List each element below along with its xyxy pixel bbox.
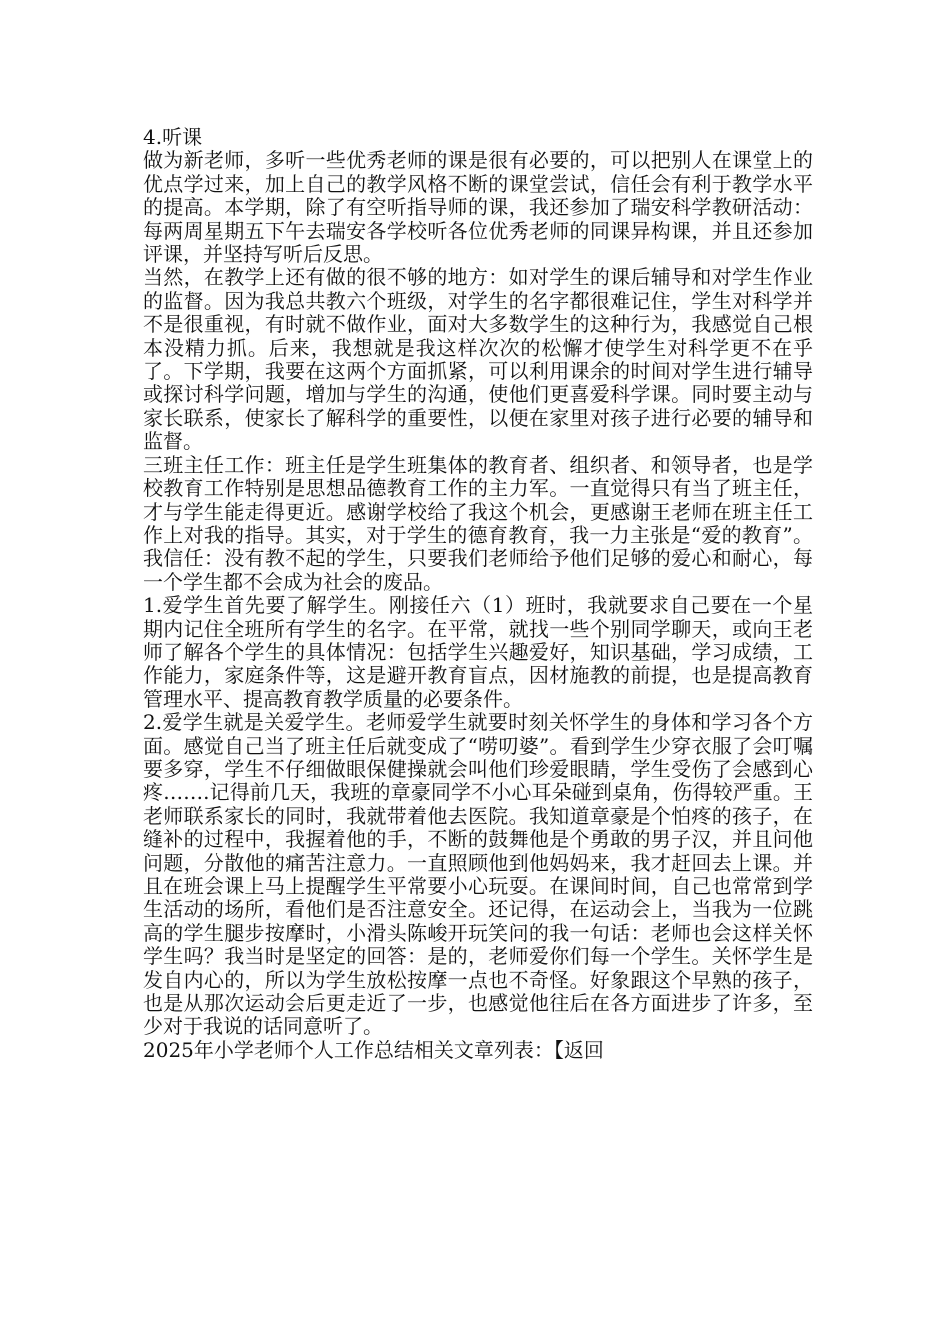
return-link[interactable]: 【返回	[553, 1037, 604, 1062]
section-heading: 4.听课	[143, 125, 203, 149]
related-articles-text: 2025年小学老师个人工作总结相关文章列表：	[143, 1037, 554, 1062]
related-articles-line	[143, 1039, 813, 1062]
paragraph-understand-students: 1.爱学生首先要了解学生。刚接任六（1）班时，我就要求自己要在一个星期内记住全班所有学生的名字。在平常，就找一些个别同学聊天，或向王老师了解各个学生的具体情况：包括学生兴趣爱好，知识基础，学习成绩，工作能力，家庭条件等，这是避开教育盲点，因材施教的前提，也是提高教育管理水平、提高教育教学质量的必要条件。	[143, 593, 813, 711]
paragraph-listening: 做为新老师，多听一些优秀老师的课是很有必要的，可以把别人在课堂上的优点学过来，加上自己的教学风格不断的课堂尝试，信任会有利于教学水平的提高。本学期，除了有空听指导师的课，我还参加了瑞安科学教研活动：每两周星期五下午去瑞安各学校听各位优秀老师的同课异构课，并且还参加评课，并坚持写听后反思。	[143, 148, 813, 267]
paragraph-care-students: 2.爱学生就是关爱学生。老师爱学生就要时刻关怀学生的身体和学习各个方面。感觉自己当了班主任后就变成了“唠叨婆”。看到学生少穿衣服了会叮嘱要多穿，学生不仔细做眼保健操就会叫他们珍爱眼睛，学生受伤了会感到心疼…….记得前几天，我班的章豪同学不小心耳朵碰到桌角，伤得较严重。王老师联系家长的同时，我就带着他去医院。我知道章豪是个怕疼的孩子，在缝补的过程中，我握着他的手，不断的鼓舞他是个勇敢的男子汉，并且问他问题，分散他的痛苦注意力。一直照顾他到他妈妈来，我才赶回去上课。并且在班会课上马上提醒学生平常要小心玩耍。在课间时间，自己也常常到学生活动的场所，看他们是否注意安全。还记得，在运动会上，当我为一位跳高的学生腿步按摩时，小滑头陈峻开玩笑问的我一句话：老师也会这样关怀学生吗？我当时是坚定的回答：是的，老师爱你们每一个学生。关怀学生是发自内心的，所以为学生放松按摩一点也不奇怪。好象跟这个早熟的孩子，也是从那次运动会后更走近了一步，也感觉他往后在各方面进步了许多，至少对于我说的话同意听了。	[143, 710, 813, 1039]
paragraph-class-teacher: 三班主任工作：班主任是学生班集体的教育者、组织者、和领导者，也是学校教育工作特别是思想品德教育工作的主力军。一直觉得只有当了班主任，才与学生能走得更近。感谢学校给了我这个机会，更感谢王老师在班主任工作上对我的指导。其实，对于学生的德育教育，我一力主张是“爱的教育”。我信任：没有教不起的学生，只要我们老师给予他们足够的爱心和耐心，每一个学生都不会成为社会的废品。	[143, 452, 813, 594]
document-body	[143, 126, 813, 1062]
paragraph-shortcomings: 当然，在教学上还有做的很不够的地方：如对学生的课后辅导和对学生作业的监督。因为我总共教六个班级，对学生的名字都很难记住，学生对科学并不是很重视，有时就不做作业，面对大多数学生的这种行为，我感觉自己根本没精力抓。后来，我想就是我这样次次的松懈才使学生对科学更不在乎了。下学期，我要在这两个方面抓紧，可以利用课余的时间对学生进行辅导或探讨科学问题，增加与学生的沟通，使他们更喜爱科学课。同时要主动与家长联系，使家长了解科学的重要性，以便在家里对孩子进行必要的辅导和监督。	[143, 265, 813, 454]
